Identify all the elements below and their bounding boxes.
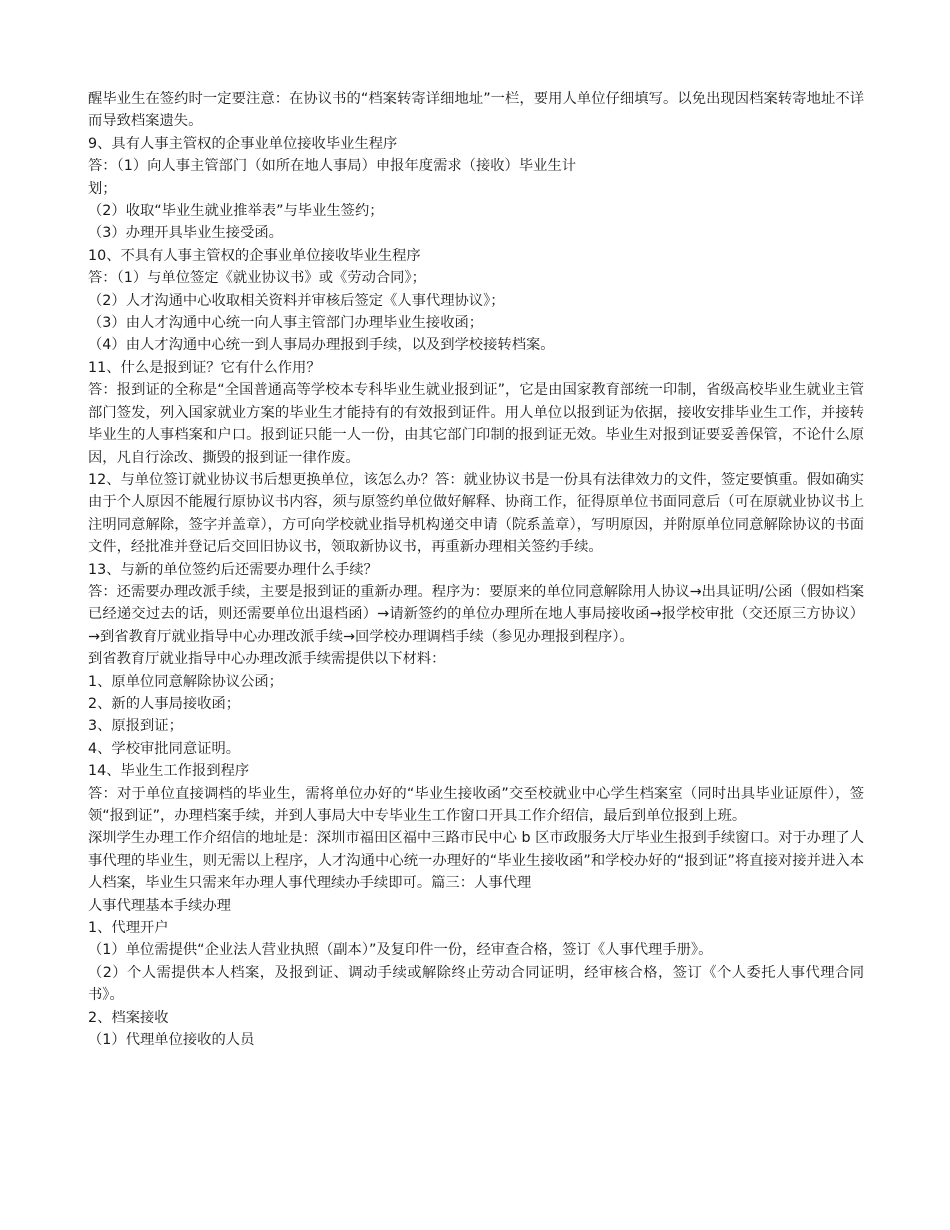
heading-archive-receipt: 2、档案接收 — [88, 1009, 169, 1026]
material-item-4: 4、学校审批同意证明。 — [88, 740, 241, 757]
heading-q14: 14、毕业生工作报到程序 — [88, 763, 250, 780]
answer-q10-step3: （3）由人才沟通中心统一向人事主管部门办理毕业生接收函； — [88, 315, 484, 332]
answer-q10-step1: 答：（1）与单位签定《就业协议书》或《劳动合同》； — [88, 270, 426, 287]
answer-q10-step2: （2）人才沟通中心收取相关资料并审核后签定《人事代理协议》； — [88, 292, 505, 309]
answer-q9-step1-cont: 划； — [88, 180, 117, 197]
answer-q14: 答：对于单位直接调档的毕业生，需将单位办好的“毕业生接收函”交至校就业中心学生档案室（同时出具毕业证原件），签领“报到证”，办理档案手续，并到人事局大中专毕业生工作窗口开具工作介绍信，最后到单位报到上班。 — [88, 785, 864, 824]
heading-q13: 13、与新的单位签约后还需要办理什么手续？ — [88, 561, 378, 578]
paragraph-archive-address-reminder: 醒毕业生在签约时一定要注意：在协议书的“档案转寄详细地址”一栏，要用人单位仔细填写。以免出现因档案转寄地址不详而导致档案遗失。 — [88, 91, 864, 130]
material-item-2: 2、新的人事局接收函； — [88, 695, 241, 712]
document-page — [88, 88, 864, 1051]
heading-q11: 11、什么是报到证？它有什么作用？ — [88, 359, 321, 376]
materials-intro: 到省教育厅就业指导中心办理改派手续需提供以下材料： — [88, 651, 446, 668]
material-item-1: 1、原单位同意解除协议公函； — [88, 673, 283, 690]
answer-q13: 答：还需要办理改派手续，主要是报到证的重新办理。程序为：要原来的单位同意解除用人协议→出具证明/公函（假如档案已经递交过去的话，则还需要单位出退档函）→请新签约的单位办理所在地人事局接收函→报学校审批（交还原三方协议）→到省教育厅就业指导中心办理改派手续→回学校办理调档手续（参见办理报到程序）。 — [88, 583, 864, 645]
heading-q9: 9、具有人事主管权的企事业单位接收毕业生程序 — [88, 135, 398, 152]
heading-account-opening: 1、代理开户 — [88, 920, 169, 937]
heading-q10: 10、不具有人事主管权的企事业单位接收毕业生程序 — [88, 247, 421, 264]
material-item-3: 3、原报到证； — [88, 718, 183, 735]
account-opening-item-2: （2）个人需提供本人档案，及报到证、调动手续或解除终止劳动合同证明，经审核合格，签订《个人委托人事代理合同书》。 — [88, 964, 864, 1004]
answer-q9-step1: 答：（1）向人事主管部门（如所在地人事局）申报年度需求（接收）毕业生计 — [88, 158, 577, 175]
question-answer-q12: 12、与单位签订就业协议书后想更换单位，该怎么办？答：就业协议书是一份具有法律效力的文件，签定要慎重。假如确实由于个人原因不能履行原协议书内容，须与原签约单位做好解释、协商工作，征得原单位书面同意后（可在原就业协议书上注明同意解除，签字并盖章），方可向学校就业指导机构递交申请（院系盖章），写明原因，并附原单位同意解除协议的书面文件，经批准并登记后交回旧协议书，领取新协议书，再重新办理相关签约手续。 — [88, 471, 864, 556]
answer-q11: 答：报到证的全称是“全国普通高等学校本专科毕业生就业报到证”，它是由国家教育部统一印制，省级高校毕业生就业主管部门签发，列入国家就业方案的毕业生才能持有的有效报到证件。用人单位以报到证为依据，接收安排毕业生工作，并接转毕业生的人事档案和户口。报到证只能一人一份，由其它部门印制的报到证无效。毕业生对报到证要妥善保管，不论什么原因，凡自行涂改、撕毁的报到证一律作废。 — [88, 382, 864, 466]
archive-receipt-item-1: （1）代理单位接收的人员 — [88, 1032, 255, 1049]
shenzhen-address-paragraph: 深圳学生办理工作介绍信的地址是：深圳市福田区福中三路市民中心 b 区市政服务大厅毕业生报到手续窗口。对于办理了人事代理的毕业生，则无需以上程序，人才沟通中心统一办理好的“毕业生接收函”和学校办好的“报到证”将直接对接并进入本人档案，毕业生只需来年办理人事代理续办手续即可。篇三：人事代理 — [88, 830, 864, 892]
answer-q10-step4: （4）由人才沟通中心统一到人事局办理报到手续，以及到学校接转档案。 — [88, 337, 555, 354]
answer-q9-step3: （3）办理开具毕业生接受函。 — [88, 225, 283, 242]
account-opening-item-1: （1）单位需提供“企业法人营业执照（副本）”及复印件一份，经审查合格，签订《人事代理手册》。 — [88, 942, 713, 959]
answer-q9-step2: （2）收取“毕业生就业推举表”与毕业生签约； — [88, 203, 384, 220]
section-title-personnel-agency: 人事代理基本手续办理 — [88, 897, 231, 914]
